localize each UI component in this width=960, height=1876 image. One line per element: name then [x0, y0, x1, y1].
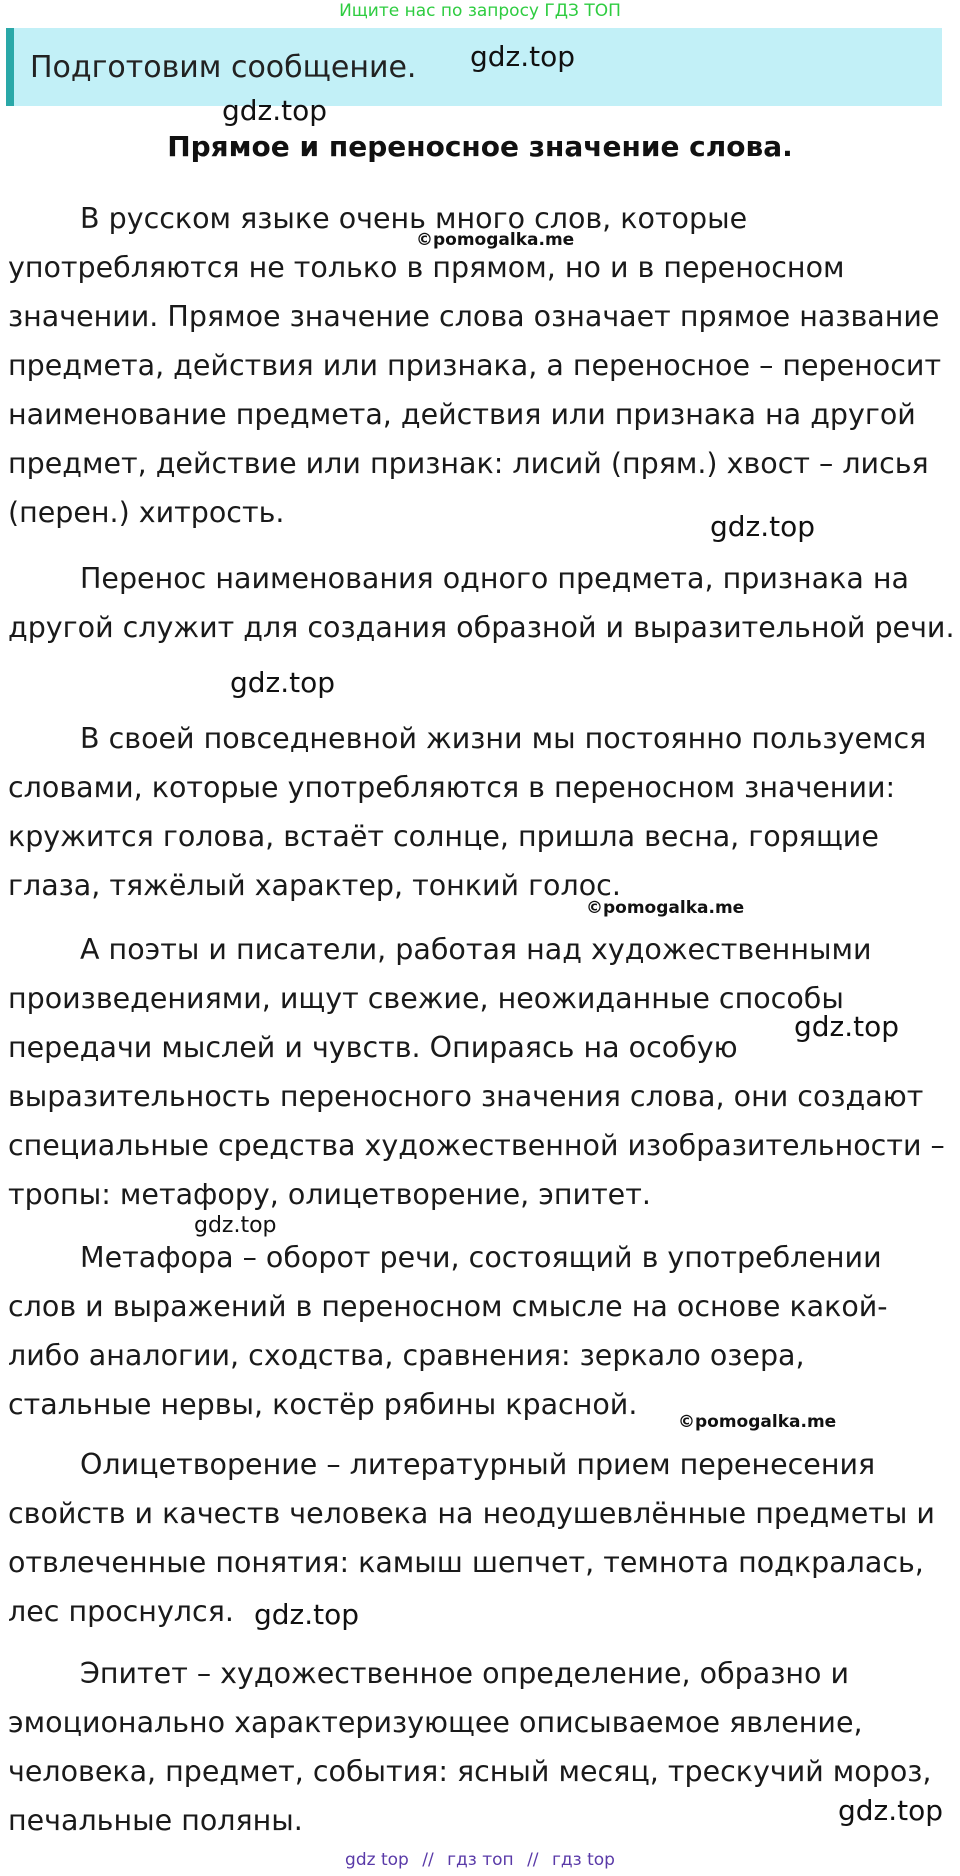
watermark-gdz: gdz.top [470, 40, 576, 73]
watermark-pomogalka: ©pomogalka.me [586, 898, 745, 918]
footer-link-gdz-top-mixed[interactable]: гдз top [551, 1850, 615, 1870]
watermark-pomogalka: ©pomogalka.me [678, 1412, 837, 1432]
paragraph-1-text: В русском языке очень много слов, которые употребляются не только в прямом, но и в переносном значении. Прямое значение слова означает прямое название предмета, действия или признака, а переносное – переносит наименование предмета, действия или признака на другой предмет, действие или признак: лисий (прям.) хвост – лисья (перен.) хитрость. [8, 202, 942, 529]
watermark-gdz: gdz.top [794, 1010, 900, 1043]
footer [0, 1850, 960, 1870]
paragraph-6 [8, 1440, 956, 1636]
watermark-gdz: gdz.top [222, 94, 328, 127]
page-title: Прямое и переносное значение слова. [167, 130, 793, 163]
paragraph-4-text: А поэты и писатели, работая над художественными произведениями, ищут свежие, неожиданные способы передачи мыслей и чувств. Опираясь на особую выразительность переносного значения слова, они создают специальные средства художественной изобразительности – тропы: метафору, олицетворение, эпитет. [8, 933, 945, 1211]
paragraph-3 [8, 714, 956, 910]
paragraph-4 [8, 925, 956, 1219]
footer-separator: // [422, 1850, 434, 1870]
paragraph-2 [8, 554, 956, 652]
watermark-gdz: gdz.top [710, 510, 816, 543]
watermark-gdz: gdz.top [838, 1794, 944, 1827]
footer-separator: // [527, 1850, 539, 1870]
paragraph-5-text: Метафора – оборот речи, состоящий в употреблении слов и выражений в переносном смысле на основе какой-либо аналогии, сходства, сравнения: зеркало озера, стальные нервы, костёр рябины красной. [8, 1241, 888, 1421]
paragraph-7-text: Эпитет – художественное определение, образно и эмоционально характеризующее описываемое явление, человека, предмет, события: ясный месяц, трескучий мороз, печальные поляны. [8, 1657, 932, 1837]
watermark-gdz: gdz.top [254, 1598, 360, 1631]
watermark-gdz: gdz.top [230, 666, 336, 699]
paragraph-3-text: В своей повседневной жизни мы постоянно пользуемся словами, которые употребляются в переносном значении: кружится голова, встаёт солнце, пришла весна, горящие глаза, тяжёлый характер, тонкий голос. [8, 722, 927, 902]
footer-link-gdz-top[interactable]: gdz top [345, 1850, 409, 1870]
top-banner: Ищите нас по запросу ГДЗ ТОП [339, 1, 621, 21]
paragraph-5 [8, 1233, 956, 1429]
paragraph-6-text: Олицетворение – литературный прием перенесения свойств и качеств человека на неодушевлённые предметы и отвлеченные понятия: камыш шепчет, темнота подкралась, лес проснулся. [8, 1448, 935, 1628]
watermark-pomogalka: ©pomogalka.me [416, 230, 575, 250]
watermark-gdz: gdz.top [194, 1213, 277, 1238]
paragraph-7 [8, 1649, 956, 1845]
footer-link-gdz-top-ru[interactable]: гдз топ [447, 1850, 514, 1870]
task-label: Подготовим сообщение. [30, 50, 417, 85]
paragraph-2-text: Перенос наименования одного предмета, признака на другой служит для создания образной и выразительной речи. [8, 562, 955, 644]
